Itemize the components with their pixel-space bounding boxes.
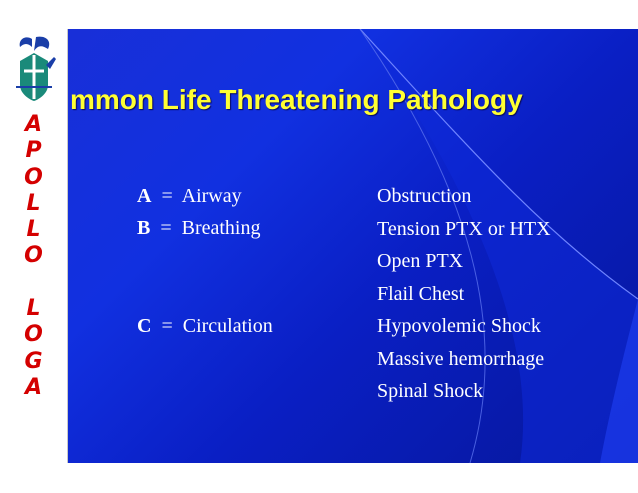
right-row: Spinal Shock: [377, 380, 484, 402]
left-row-breathing: [137, 212, 261, 244]
right-row: Obstruction: [377, 185, 472, 207]
right-column: [377, 180, 627, 420]
left-column: [137, 180, 367, 420]
left-row-label: Breathing: [181, 217, 261, 239]
right-row: Tension PTX or HTX: [377, 217, 551, 240]
left-row-airway: [137, 180, 242, 212]
left-row-label: Airway: [181, 185, 242, 207]
left-row-sep: =: [161, 315, 173, 337]
right-row: Hypovolemic Shock: [377, 315, 541, 337]
sidebar-letter: L: [26, 296, 41, 322]
sidebar-letter: G: [24, 348, 43, 374]
sidebar-letter: O: [24, 164, 43, 190]
sidebar-letter: L: [26, 217, 41, 243]
sidebar-letter: L: [26, 190, 41, 216]
left-row-label: Circulation: [182, 315, 273, 337]
right-row: Massive hemorrhage: [377, 347, 545, 370]
left-row-sep: =: [161, 185, 173, 207]
left-row-key: C: [137, 315, 152, 337]
left-row-key: B: [137, 217, 151, 239]
sidebar-letter: A: [24, 374, 43, 400]
right-row: Flail Chest: [377, 282, 465, 305]
sidebar-letter: P: [25, 138, 42, 164]
sidebar-letter: A: [24, 112, 43, 137]
left-row-sep: =: [160, 217, 172, 239]
sidebar-letters: [0, 112, 67, 401]
left-row-circulation: [137, 310, 273, 342]
left-row-key: A: [137, 185, 152, 207]
slide-title: mmon Life Threatening Pathology: [70, 84, 523, 115]
sidebar-letter: O: [24, 243, 43, 269]
sidebar: [0, 29, 68, 463]
right-row: Open PTX: [377, 250, 464, 272]
sidebar-letter: O: [24, 322, 43, 348]
apollo-logo-icon: [6, 31, 62, 105]
